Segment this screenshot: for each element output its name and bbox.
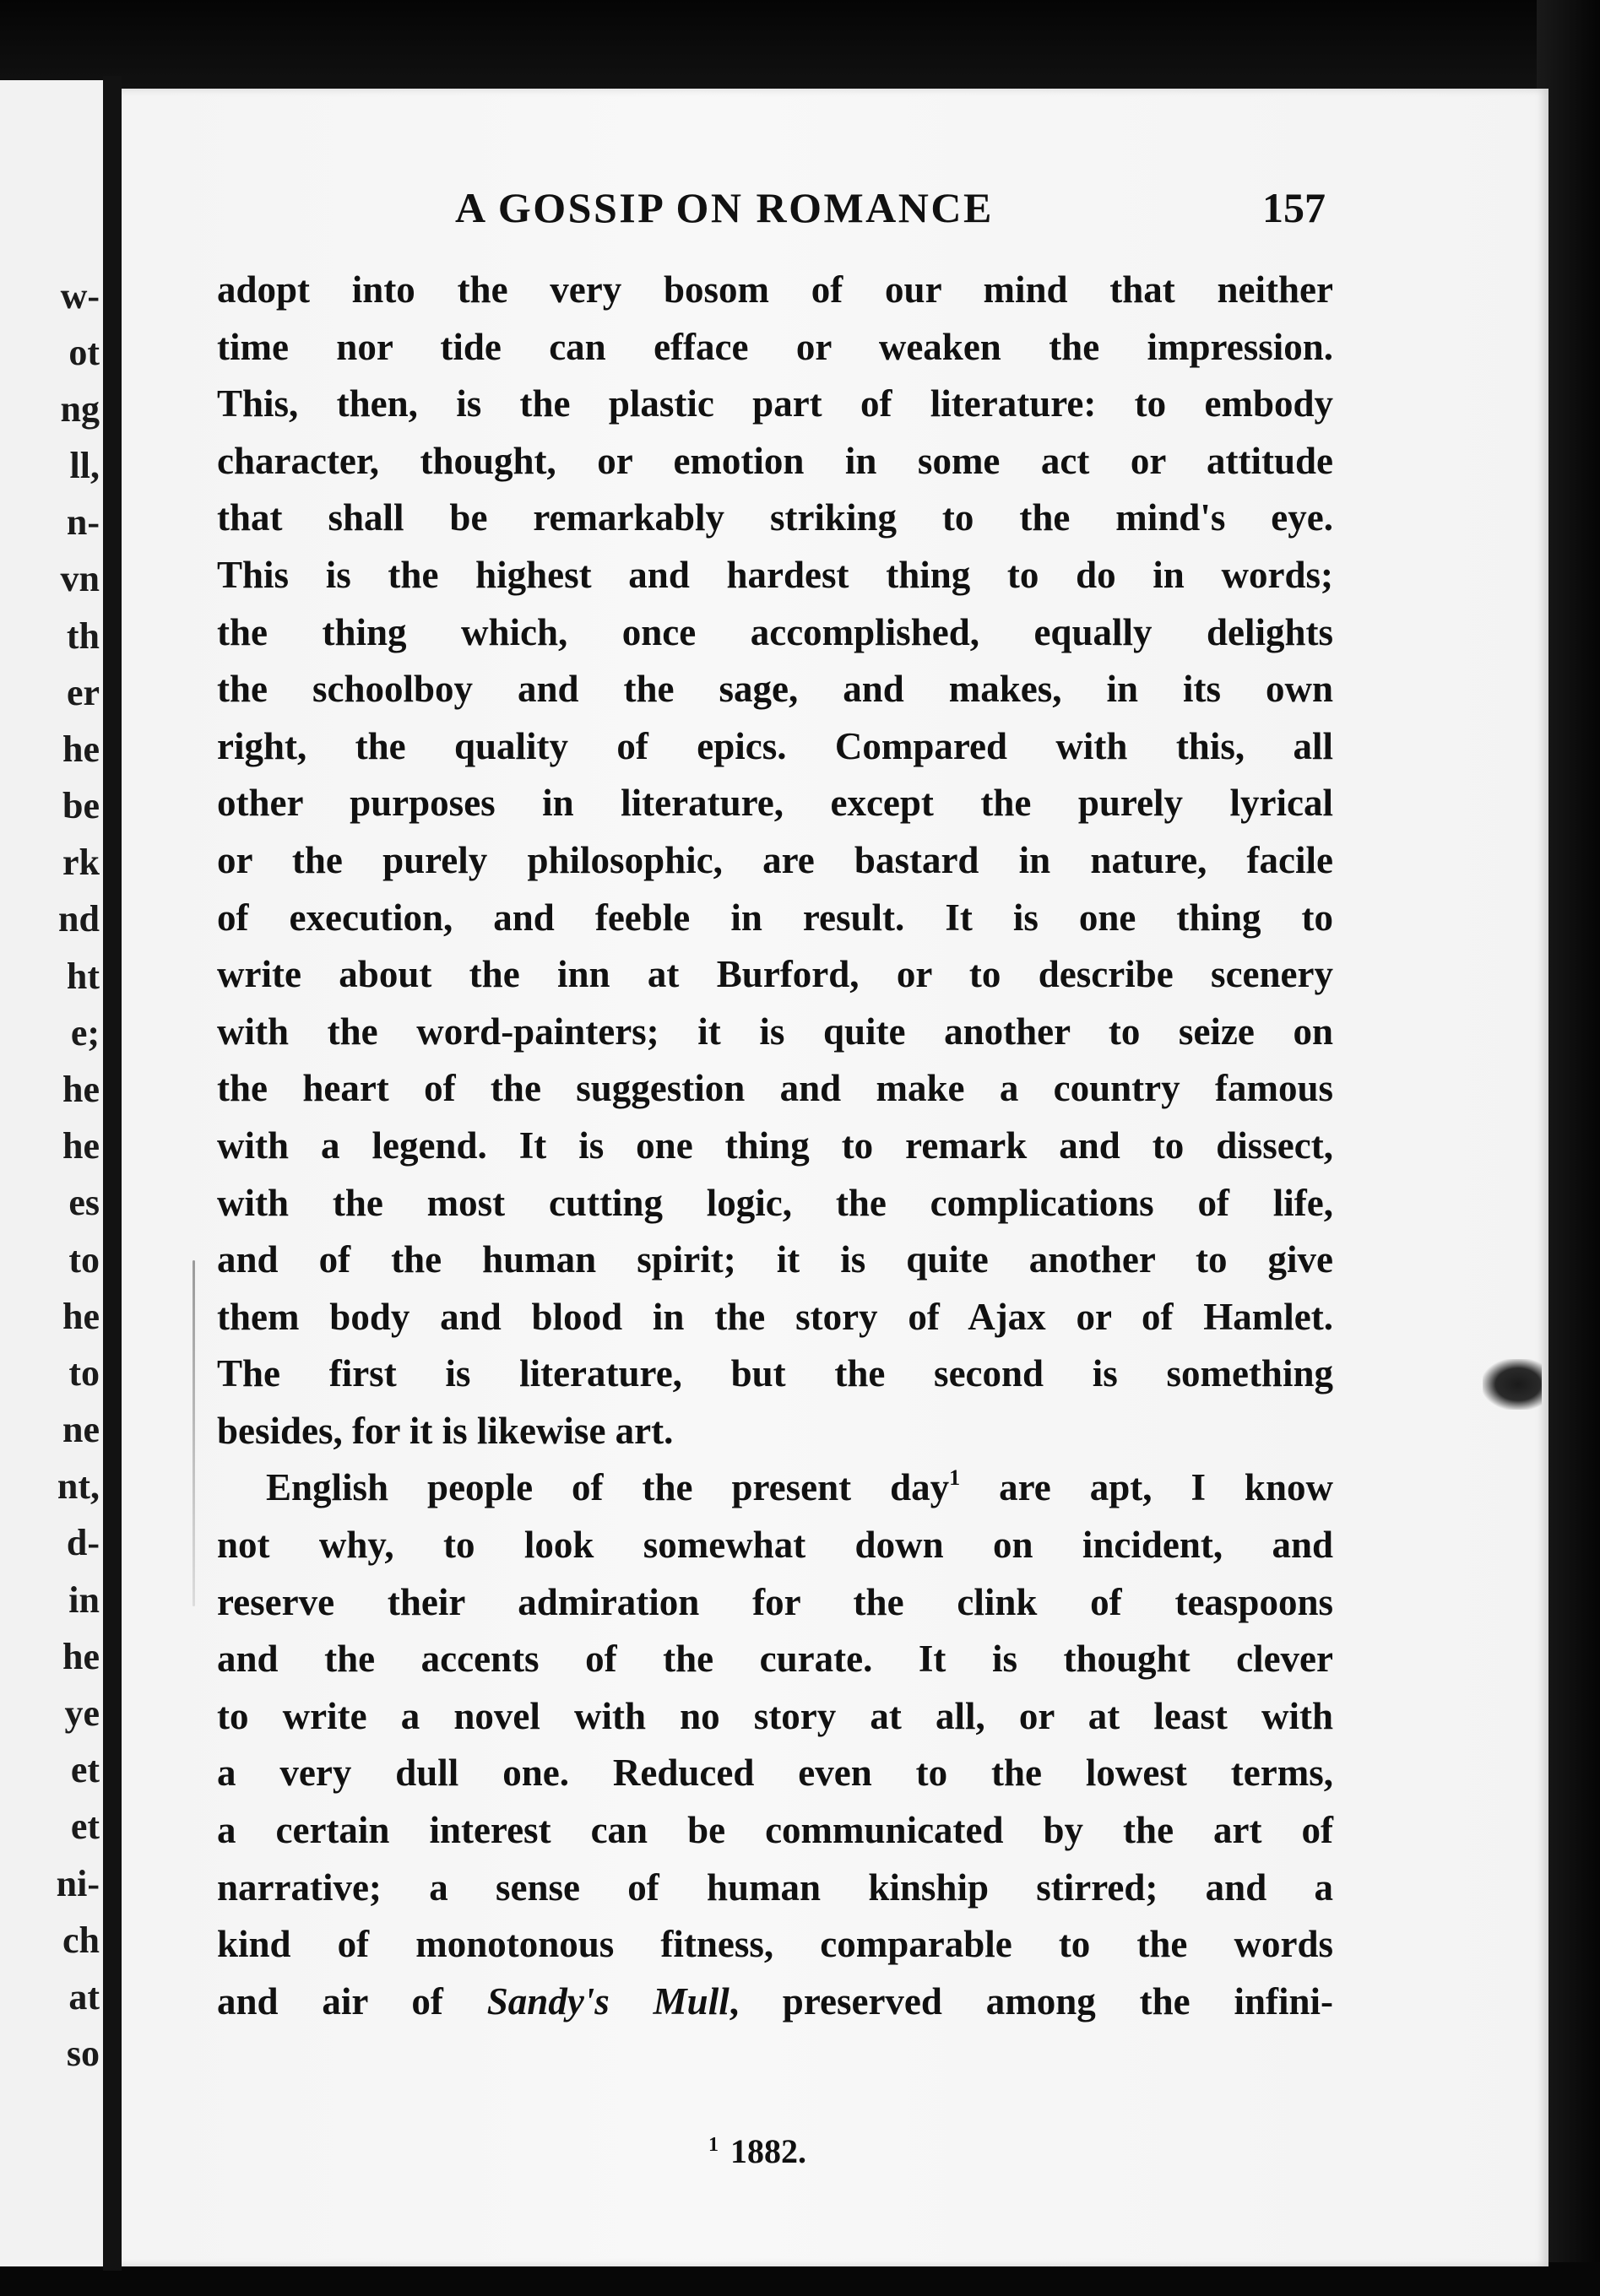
- text-segment: are apt, I know: [960, 1466, 1333, 1509]
- text-line: a certain interest can be communicated by the art of: [217, 1809, 1333, 1852]
- text-segment: and air of: [217, 1979, 487, 2023]
- text-line: and the accents of the curate. It is thought clever: [217, 1638, 1333, 1681]
- text-line: write about the inn at Burford, or to describe scenery: [217, 953, 1333, 996]
- facing-page-fragment: vn: [60, 558, 100, 599]
- facing-page-fragment: ot: [68, 332, 100, 373]
- text-line: right, the quality of epics. Compared with this, all: [217, 724, 1333, 767]
- text-line: to write a novel with no story at all, or at least with: [217, 1694, 1333, 1737]
- facing-page-fragment: e;: [70, 1012, 100, 1053]
- text-line: with a legend. It is one thing to remark and to dissect,: [217, 1124, 1333, 1167]
- facing-page-fragment: rk: [62, 842, 100, 883]
- facing-page-fragment: et: [70, 1749, 100, 1790]
- facing-page-fragment: ye: [64, 1692, 100, 1734]
- text-line: them body and blood in the story of Ajax or of Hamlet.: [217, 1295, 1333, 1338]
- facing-page-fragment: er: [66, 672, 100, 713]
- text-segment: English people of the present day: [266, 1466, 950, 1509]
- facing-page-fragment: ni-: [56, 1863, 100, 1904]
- facing-page-fragment: so: [66, 2033, 100, 2074]
- text-line: The first is literature, but the second is something: [217, 1352, 1333, 1395]
- text-line: narrative; a sense of human kinship stirred; and a: [217, 1866, 1333, 1909]
- text-line: the thing which, once accomplished, equally delights: [217, 610, 1333, 653]
- text-line: reserve their admiration for the clink of teaspoons: [217, 1580, 1333, 1623]
- text-line: adopt into the very bosom of our mind that neither: [217, 268, 1333, 311]
- margin-pencil-mark: [193, 1260, 195, 1606]
- book-page: [122, 89, 1548, 2266]
- text-line: and of the human spirit; it is quite another to give: [217, 1238, 1333, 1281]
- facing-page-fragment: he: [62, 728, 100, 770]
- text-line: kind of monotonous fitness, comparable to the words: [217, 1923, 1333, 1966]
- facing-page-fragment: to: [68, 1239, 100, 1281]
- facing-page-fragment: ne: [62, 1409, 100, 1450]
- facing-page-fragment: he: [62, 1069, 100, 1110]
- facing-page-fragment: w-: [60, 275, 100, 317]
- scan-border-top: [0, 0, 1600, 93]
- text-line: character, thought, or emotion in some act or attitude: [217, 439, 1333, 482]
- facing-page-fragment: ll,: [69, 445, 100, 486]
- text-line: the heart of the suggestion and make a country famous: [217, 1067, 1333, 1110]
- facing-page-fragment: th: [66, 615, 100, 657]
- italic-title: Sandy's Mull: [486, 1979, 729, 2023]
- footnote-text: 1882.: [730, 2132, 806, 2170]
- footnote-marker: 1: [708, 2134, 719, 2156]
- text-line: This is the highest and hardest thing to do in words;: [217, 553, 1333, 596]
- footnote: [708, 2131, 806, 2171]
- text-line: besides, for it is likewise art.: [217, 1409, 674, 1452]
- facing-page-fragment: et: [70, 1806, 100, 1847]
- footnote-reference: 1: [949, 1465, 961, 1491]
- running-title: A GOSSIP ON ROMANCE: [455, 184, 994, 231]
- facing-page-fragment: d-: [66, 1522, 100, 1563]
- text-line: the schoolboy and the sage, and makes, in its own: [217, 668, 1333, 711]
- facing-page-fragment: he: [62, 1125, 100, 1167]
- text-line: [217, 1974, 1333, 2031]
- running-head: [122, 183, 1548, 242]
- text-line: with the most cutting logic, the complications of life,: [217, 1181, 1333, 1224]
- facing-page-fragment: ht: [66, 956, 100, 997]
- body-text: [217, 262, 1333, 2030]
- facing-page-fragment: to: [68, 1352, 100, 1394]
- facing-page-edge: [0, 80, 103, 2266]
- facing-page-fragment: nt,: [57, 1465, 100, 1507]
- facing-page-fragment: ch: [62, 1920, 100, 1961]
- scan-border-bottom: [0, 2262, 1600, 2296]
- facing-page-fragment: ng: [60, 388, 100, 430]
- facing-page-fragment: at: [68, 1976, 100, 2017]
- facing-page-fragment: in: [68, 1579, 100, 1621]
- text-line: a very dull one. Reduced even to the lowest terms,: [217, 1752, 1333, 1795]
- facing-page-fragment: es: [68, 1182, 100, 1223]
- text-line: other purposes in literature, except the purely lyrical: [217, 782, 1333, 825]
- book-gutter: [103, 76, 122, 2271]
- facing-page-fragment: he: [62, 1296, 100, 1337]
- facing-page-fragment: nd: [58, 898, 100, 940]
- facing-page-fragment: n-: [66, 501, 100, 543]
- page-number: 157: [1262, 184, 1326, 231]
- text-line: not why, to look somewhat down on incident, and: [217, 1524, 1333, 1567]
- text-line: that shall be remarkably striking to the mind's eye.: [217, 496, 1333, 539]
- text-line: This, then, is the plastic part of literature: to embody: [217, 382, 1333, 425]
- paragraph-first-line: [217, 1459, 1333, 1517]
- scan-speck: [1483, 1359, 1542, 1410]
- text-line: time nor tide can efface or weaken the impression.: [217, 325, 1333, 368]
- facing-page-fragment: be: [62, 785, 100, 826]
- text-line: with the word-painters; it is quite another to seize on: [217, 1010, 1333, 1053]
- text-segment: , preserved among the infini-: [729, 1979, 1333, 2023]
- facing-page-fragment: he: [62, 1636, 100, 1677]
- text-line: of execution, and feeble in result. It is one thing to: [217, 896, 1333, 939]
- text-line: or the purely philosophic, are bastard in nature, facile: [217, 838, 1333, 881]
